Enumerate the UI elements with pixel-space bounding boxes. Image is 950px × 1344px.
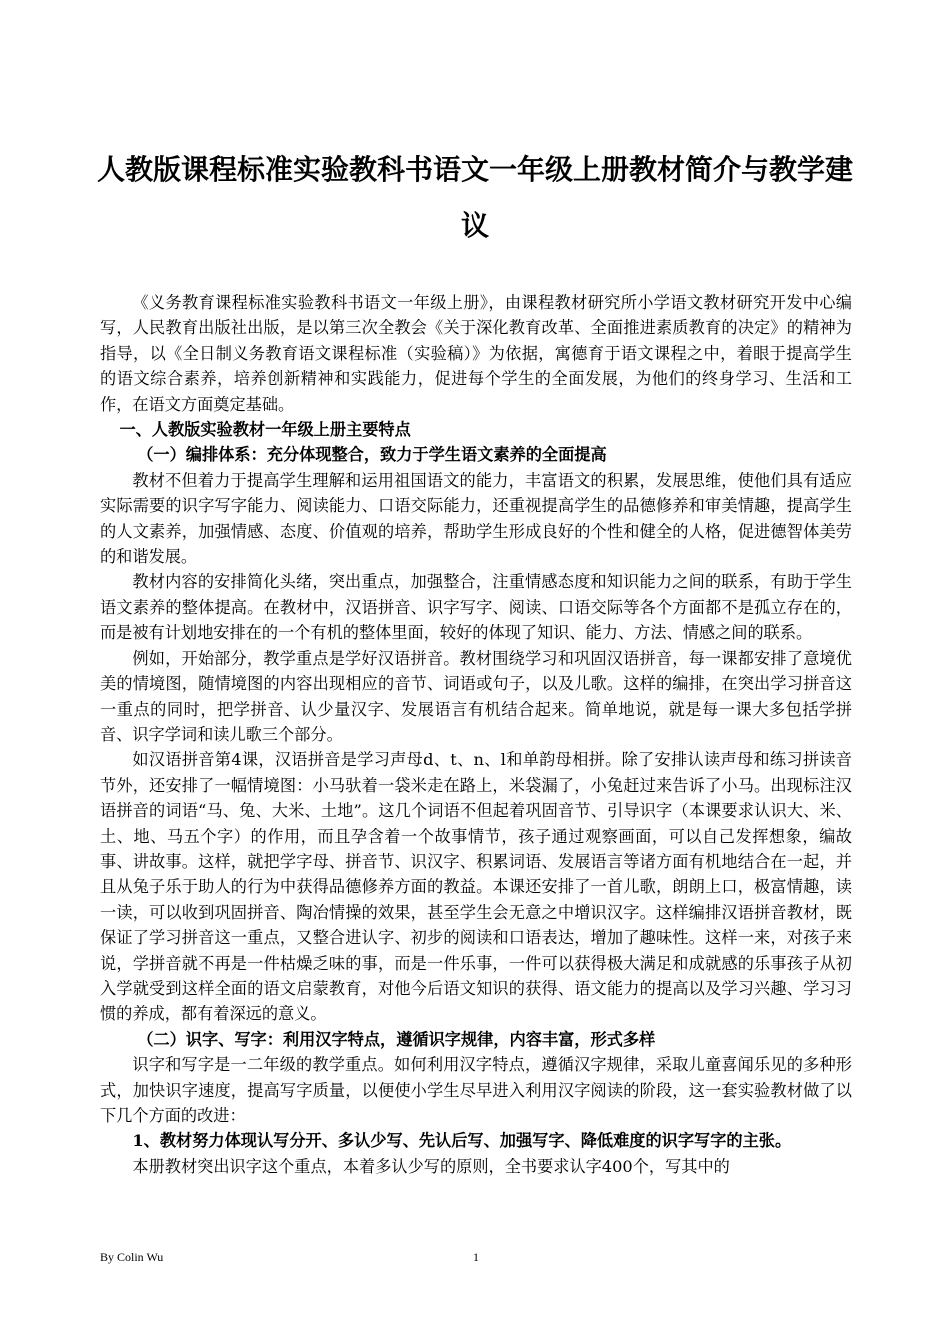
body-paragraph: 如汉语拼音第4课，汉语拼音是学习声母d、t、n、l和单韵母相拼。除了安排认读声母和练习拼读音节外，还安排了一幅情境图：小马驮着一袋米走在路上，米袋漏了，小兔赶过来告诉了小马。出现标注汉语拼音的词语“马、兔、大米、土地”。这几个词语不但起着巩固音节、引导识字（本课要求认识大、米、土、地、马五个字）的作用，而且孕含着一个故事情节，孩子通过观察画面，可以自己发挥想象，编故事、讲故事。这样，就把学字母、拼音节、识汉字、积累词语、发展语言等诸方面有机地结合在一起，并且从兔子乐于助人的行为中获得品德修养方面的教益。本课还安排了一首儿歌，朗朗上口，极富情趣，读一读，可以收到巩固拼音、陶冶情操的效果，甚至学生会无意之中增识汉字。这样编排汉语拼音教材，既保证了学习拼音这一重点，又整合进认字、初步的阅读和口语表达，增加了趣味性。这样一来，对孩子来说，学拼音就不再是一件枯燥乏味的事，而是一件乐事，一件可以获得极大满足和成就感的乐事孩子从初入学就受到这样全面的语文启蒙教育，对他今后语文知识的获得、语文能力的提高以及学习兴趣、学习习惯的养成，都有着深远的意义。	[100, 750, 852, 1024]
document-title: 人教版课程标准实验教科书语文一年级上册教材简介与教学建议	[96, 153, 853, 242]
document-body	[100, 290, 852, 1179]
body-paragraph: 例如，开始部分，教学重点是学好汉语拼音。教材围绕学习和巩固汉语拼音，每一课都安排了意境优美的情境图，随情境图的内容出现相应的音节、词语或句子，以及儿歌。这样的编排，在突出学习拼音这一重点的同时，把学拼音、认少量汉字、发展语言有机结合起来。简单地说，就是每一课大多包括学拼音、识字学词和读儿歌三个部分。	[100, 648, 852, 744]
page-number: 1	[473, 1250, 479, 1264]
intro-paragraph: 《义务教育课程标准实验教科书语文一年级上册》，由课程教材研究所小学语文教材研究开发中心编写，人民教育出版社出版，是以第三次全教会《关于深化教育改革、全面推进素质教育的决定》的精神为指导，以《全日制义务教育语文课程标准（实验稿）》为依据，寓德育于语文课程之中，着眼于提高学生的语文综合素养，培养创新精神和实践能力，促进每个学生的全面发展，为他们的终身学习、生活和工作，在语文方面奠定基础。	[100, 293, 852, 414]
body-paragraph: 教材不但着力于提高学生理解和运用祖国语文的能力，丰富语文的积累，发展思维，使他们具有适应实际需要的识字写字能力、阅读能力、口语交际能力，还重视提高学生的品德修养和审美情趣，提高学生的人文素养，加强情感、态度、价值观的培养，帮助学生形成良好的个性和健全的人格，促进德智体美劳的和谐发展。	[100, 470, 852, 567]
body-paragraph: 本册教材突出识字这个重点，本着多认少写的原则，全书要求认字400个，写其中的	[132, 1156, 730, 1176]
body-paragraph: 教材内容的安排简化头绪，突出重点，加强整合，注重情感态度和知识能力之间的联系，有助于学生语文素养的整体提高。在教材中，汉语拼音、识字写字、阅读、口语交际等各个方面都不是孤立存在的，而是被有计划地安排在的一个有机的整体里面，较好的体现了知识、能力、方法、情感之间的联系。	[100, 572, 852, 643]
subsection-heading: （二）识字、写字：利用汉字特点，遵循识字规律，内容丰富，形式多样	[137, 1029, 656, 1049]
subsection-heading: （一）编排体系：充分体现整合，致力于学生语文素养的全面提高	[137, 445, 607, 465]
section-heading: 一、人教版实验教材一年级上册主要特点	[119, 420, 411, 440]
point-heading: 1、教材努力体现认写分开、多认少写、先认后写、加强写字、降低难度的识字写字的主张。	[132, 1131, 792, 1151]
page-footer	[100, 1250, 852, 1270]
body-paragraph: 识字和写字是一二年级的教学重点。如何利用汉字特点，遵循汉字规律，采取儿童喜闻乐见的多种形式，加快识字速度，提高写字质量，以便使小学生尽早进入利用汉字阅读的阶段，这一套实验教材做了以下几个方面的改进：	[100, 1055, 852, 1125]
footer-author: By Colin Wu	[100, 1250, 164, 1264]
